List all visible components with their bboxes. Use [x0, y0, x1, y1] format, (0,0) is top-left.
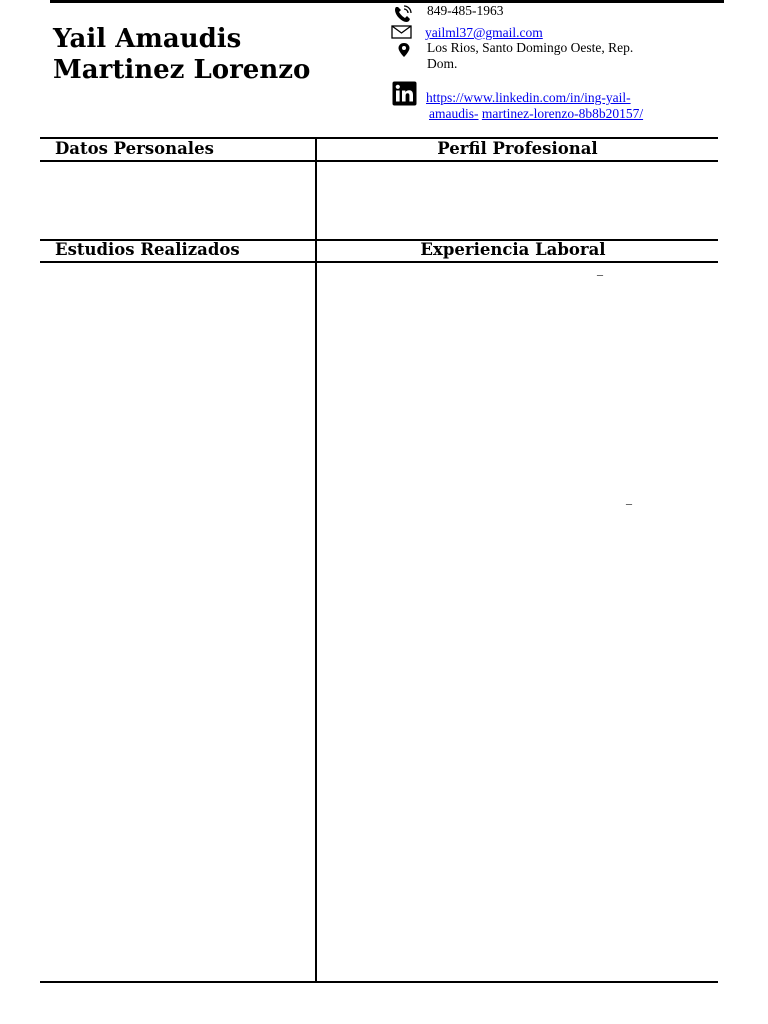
- person-name: [53, 24, 310, 86]
- address-line-1: Los Rios, Santo Domingo Oeste, Rep.: [427, 40, 634, 55]
- dash-mark-2: _: [626, 492, 632, 506]
- section-perfil-profesional: Perfil Profesional: [437, 139, 598, 158]
- linkedin-icon: [392, 81, 417, 106]
- section-estudios-realizados: Estudios Realizados: [55, 240, 240, 259]
- dash-mark-1: _: [597, 263, 603, 277]
- section-experiencia-laboral: Experiencia Laboral: [420, 240, 606, 259]
- linkedin-url: [426, 90, 643, 122]
- header-row-bottom-2: [40, 261, 718, 263]
- name-line-1: Yail Amaudis: [53, 24, 242, 54]
- name-line-2: Martinez Lorenzo: [53, 55, 311, 85]
- top-border: [50, 0, 724, 3]
- section-datos-personales: Datos Personales: [55, 139, 214, 158]
- email-link[interactable]: yailml37@gmail.com: [425, 25, 543, 40]
- linkedin-link-line-2b[interactable]: martinez-lorenzo-8b8b20157/: [481, 106, 644, 121]
- address-line-2: Dom.: [427, 56, 458, 71]
- table-bottom-border: [40, 981, 718, 983]
- phone-icon: [392, 4, 414, 24]
- phone-number: 849-485-1963: [427, 3, 504, 18]
- column-divider: [315, 137, 317, 983]
- linkedin-link-line-2a[interactable]: amaudis-: [429, 106, 479, 121]
- location-pin-icon: [397, 42, 411, 58]
- address: [427, 40, 633, 72]
- envelope-icon: [391, 25, 412, 39]
- header-row-bottom-1: [40, 160, 718, 162]
- linkedin-link-line-1[interactable]: https://www.linkedin.com/in/ing-yail-: [426, 90, 631, 105]
